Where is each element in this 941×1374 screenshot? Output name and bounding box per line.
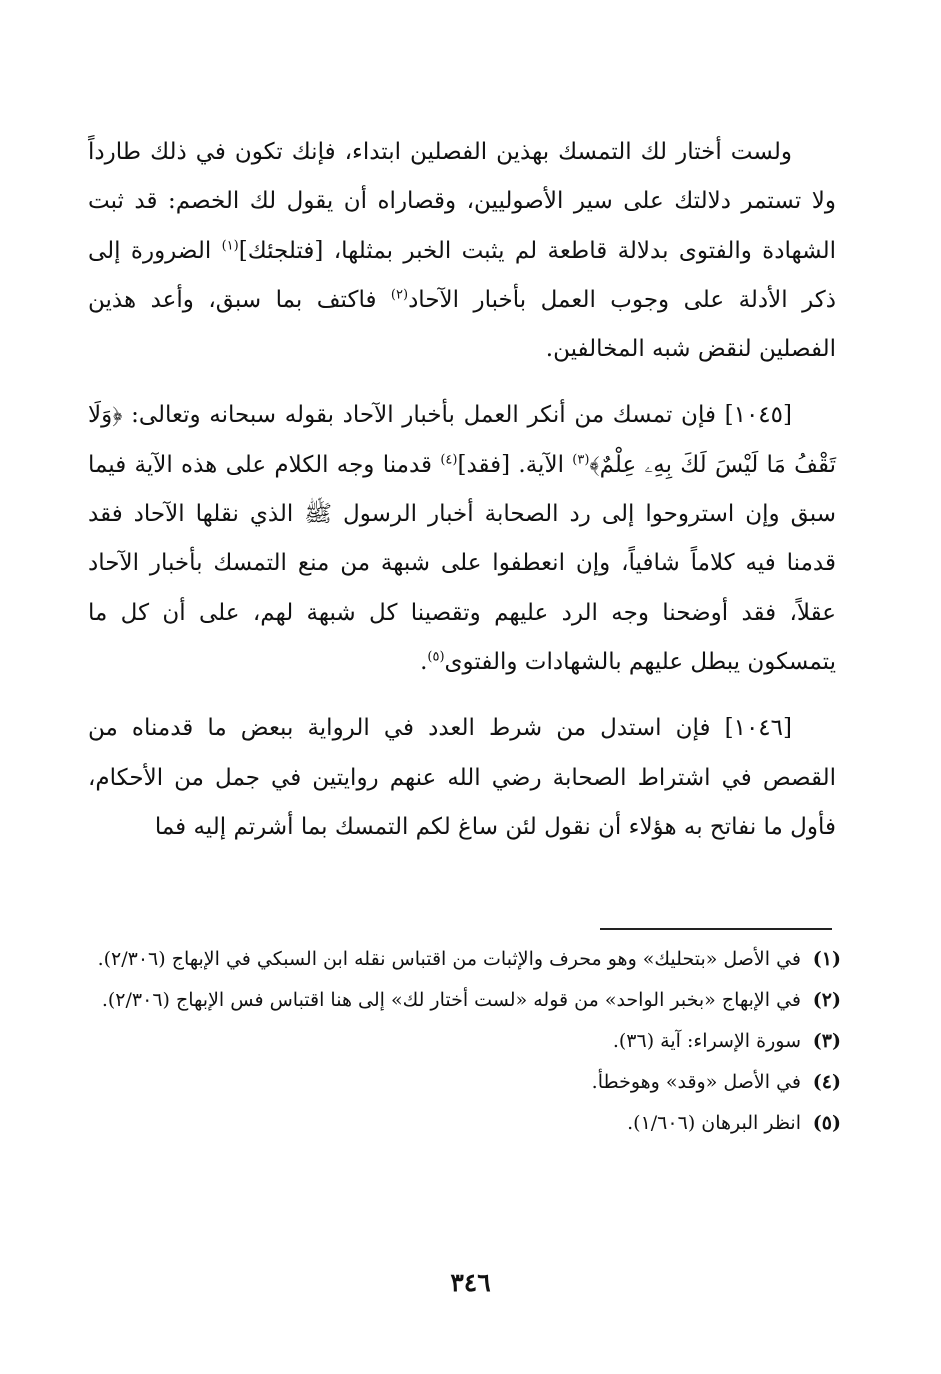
text-segment: فاكتف بما سبق، وأعد هذين الفصلين لنقض شبه المخالفين.: [88, 286, 836, 363]
footnote-text: في الأصل «بتحليك» وهو محرف والإثبات من اقتباس نقله ابن السبكي في الإبهاج (٢/٣٠٦).: [97, 948, 801, 970]
footnote-mark: (٤): [812, 1071, 841, 1093]
paragraph-number: [١٠٤٦]: [724, 715, 792, 742]
footnote-text: في الإبهاج «بخبر الواحد» من قوله «لست أختار لك» إلى هنا اقتباس فس الإبهاج (٢/٣٠٦).: [101, 989, 801, 1011]
footnote-4: [84, 1063, 841, 1101]
footnote-separator: [600, 928, 832, 930]
footnote-text: سورة الإسراء: آية (٣٦).: [612, 1030, 801, 1052]
footnote-mark: (٢): [812, 989, 841, 1011]
text-segment: فإن استدل من شرط العدد في الرواية ببعض ما قدمناه من القصص في اشتراط الصحابة رضي الله عنهم روايتين في جمل من الأحكام، فأول ما نفاتح به هؤلاء أن نقول لئن ساغ لكم التمسك بما أشرتم إليه فما: [88, 715, 836, 840]
text-segment: ولست أختار لك التمسك بهذين الفصلين ابتداء، فإنك تكون في ذلك طارداً ولا تستمر دلالتك على سير الأصوليين، وقصاراه أن يقول لك الخصم: قد ثبت الشهادة والفتوى بدلالة قاطعة لم يثبت الخبر بمثلها، [فتلجئك]: [88, 139, 836, 264]
text-segment: الضرورة إلى ذكر الأدلة على وجوب العمل بأخبار الآحاد: [88, 237, 837, 313]
text-segment: قدمنا وجه الكلام على هذه الآية فيما سبق وإن استروحوا إلى رد الصحابة أخبار الرسول ﷺ الذي نقلها الآحاد فقد قدمنا فيه كلاماً شافياً، وإن انعطفوا على شبهة من منع التمسك بأخبار الآحاد عقلاً، فقد أوضحنا وجه الرد عليهم وتقصينا كل شبهة لهم، على أن كل ما يتمسكون يبطل عليهم بالشهادات والفتوى: [88, 451, 836, 675]
main-text: [88, 128, 836, 869]
footnote-ref-5[interactable]: (٥): [427, 649, 445, 665]
footnote-mark: (٣): [812, 1030, 841, 1052]
footnote-1: [84, 940, 841, 978]
footnotes: [84, 940, 841, 1145]
footnote-5: [84, 1104, 841, 1142]
footnote-ref-3[interactable]: (٣): [572, 452, 590, 468]
paragraph-1: [88, 128, 836, 374]
footnote-ref-1[interactable]: (١): [221, 237, 239, 253]
footnote-mark: (١): [812, 948, 841, 970]
footnote-text: في الأصل «وقد» وهوخطأ.: [591, 1071, 801, 1093]
paragraph-1046: [88, 704, 836, 852]
footnote-ref-2[interactable]: (٢): [390, 287, 409, 303]
text-segment: .: [420, 648, 428, 675]
footnote-ref-4[interactable]: (٤): [440, 452, 458, 468]
footnote-text: انظر البرهان (١/٦٠٦).: [627, 1112, 801, 1134]
text-segment: فإن تمسك من أنكر العمل بأخبار الآحاد بقوله سبحانه وتعالى:: [122, 402, 725, 429]
quran-verse: ﴿وَلَا تَقْفُ مَا لَيْسَ لَكَ بِهِۦ عِلْمٌ﴾: [88, 402, 836, 478]
footnote-3: [84, 1022, 841, 1060]
paragraph-number: [١٠٤٥]: [724, 402, 792, 429]
text-segment: الآية. [فقد]: [457, 451, 573, 478]
footnote-2: [84, 981, 841, 1019]
paragraph-1045: [88, 391, 836, 687]
footnote-mark: (٥): [812, 1112, 841, 1134]
page-number: ٣٤٦: [450, 1268, 491, 1297]
